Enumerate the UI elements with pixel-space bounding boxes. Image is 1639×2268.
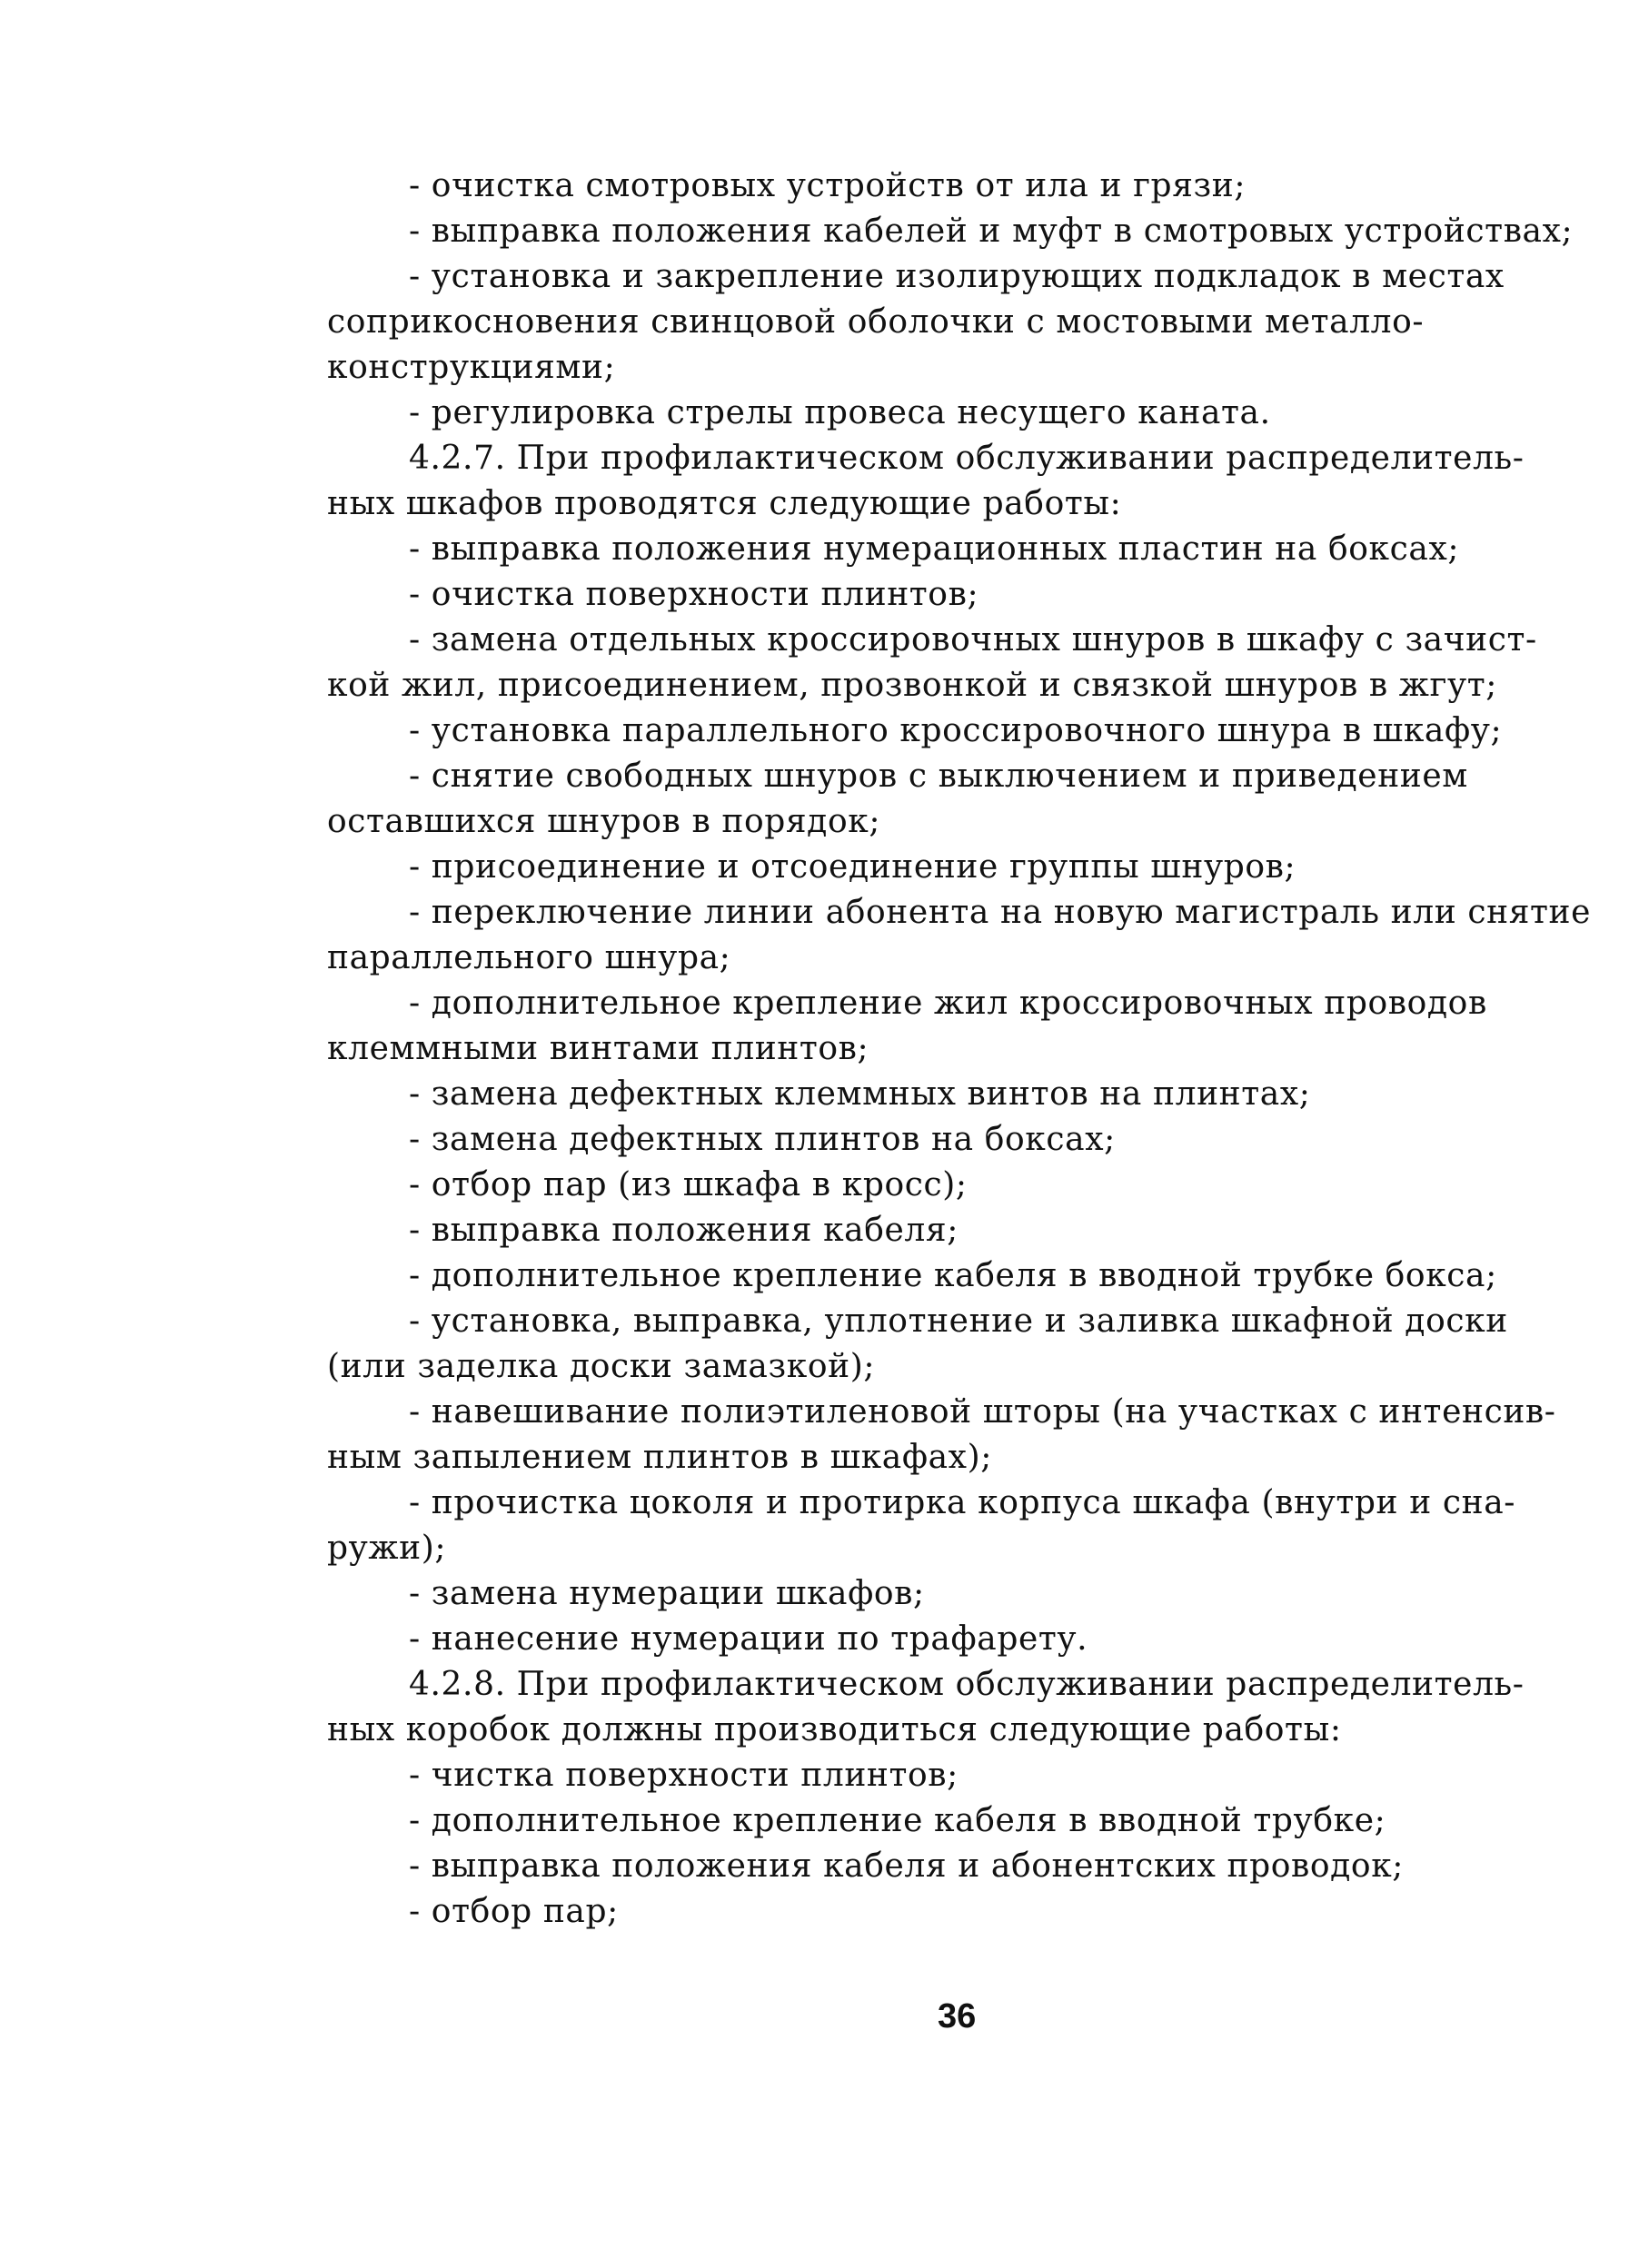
text-line: - нанесение нумерации по трафарету. (409, 1620, 1088, 1658)
text-line: ным запылением плинтов в шкафах); (327, 1439, 992, 1476)
text-line: кой жил, присоединением, прозвонкой и связкой шнуров в жгут; (327, 667, 1498, 704)
text-line: оставшихся шнуров в порядок; (327, 803, 881, 840)
text-line: - отбор пар; (409, 1893, 619, 1930)
text-line: ных коробок должны производиться следующие работы: (327, 1711, 1342, 1748)
text-line: соприкосновения свинцовой оболочки с мостовыми металло- (327, 303, 1425, 341)
text-line: - дополнительное крепление кабеля в вводной трубке бокса; (409, 1257, 1497, 1294)
text-line: - чистка поверхности плинтов; (409, 1757, 959, 1794)
section-heading-line: 4.2.8. При профилактическом обслуживании распределитель- (409, 1666, 1525, 1703)
text-line: клеммными винтами плинтов; (327, 1030, 869, 1067)
text-line: - прочистка цоколя и протирка корпуса шкафа (внутри и сна- (409, 1484, 1516, 1521)
text-line: ных шкафов проводятся следующие работы: (327, 485, 1122, 522)
text-line: - выправка положения кабеля; (409, 1212, 959, 1249)
text-line: - замена нумерации шкафов; (409, 1575, 925, 1612)
text-line: - переключение линии абонента на новую магистраль или снятие (409, 894, 1592, 931)
text-line: - выправка положения нумерационных пластин на боксах; (409, 530, 1460, 568)
text-line: - выправка положения кабеля и абонентских проводок; (409, 1847, 1405, 1885)
text-line: - установка параллельного кроссировочного шнура в шкафу; (409, 712, 1503, 749)
text-line: - замена дефектных клеммных винтов на плинтах; (409, 1075, 1311, 1113)
text-line: - снятие свободных шнуров с выключением и приведением (409, 758, 1468, 795)
page-number: 36 (938, 1997, 977, 2035)
text-line: - установка, выправка, уплотнение и заливка шкафной доски (409, 1302, 1508, 1340)
text-line: - навешивание полиэтиленовой шторы (на участках с интенсив- (409, 1393, 1556, 1431)
document-page (327, 163, 1592, 1935)
text-line: (или заделка доски замазкой); (327, 1348, 876, 1385)
text-line: параллельного шнура; (327, 939, 731, 976)
text-line: - очистка смотровых устройств от ила и грязи; (409, 167, 1247, 204)
section-heading-line: 4.2.7. При профилактическом обслуживании распределитель- (409, 440, 1525, 477)
text-line: - установка и закрепление изолирующих подкладок в местах (409, 258, 1505, 295)
text-line: ружи); (327, 1530, 447, 1567)
text-line: - регулировка стрелы провеса несущего каната. (409, 394, 1271, 431)
text-line: - замена отдельных кроссировочных шнуров в шкафу с зачист- (409, 621, 1537, 659)
text-line: - замена дефектных плинтов на боксах; (409, 1121, 1116, 1158)
text-line: - выправка положения кабелей и муфт в смотровых устройствах; (409, 213, 1574, 250)
text-line: - дополнительное крепление кабеля в вводной трубке; (409, 1802, 1386, 1839)
text-line: - дополнительное крепление жил кроссировочных проводов (409, 985, 1487, 1022)
text-line: - присоединение и отсоединение группы шнуров; (409, 848, 1296, 886)
text-line: - отбор пар (из шкафа в кросс); (409, 1166, 968, 1203)
text-line: - очистка поверхности плинтов; (409, 576, 979, 613)
text-line: конструкциями; (327, 349, 616, 386)
